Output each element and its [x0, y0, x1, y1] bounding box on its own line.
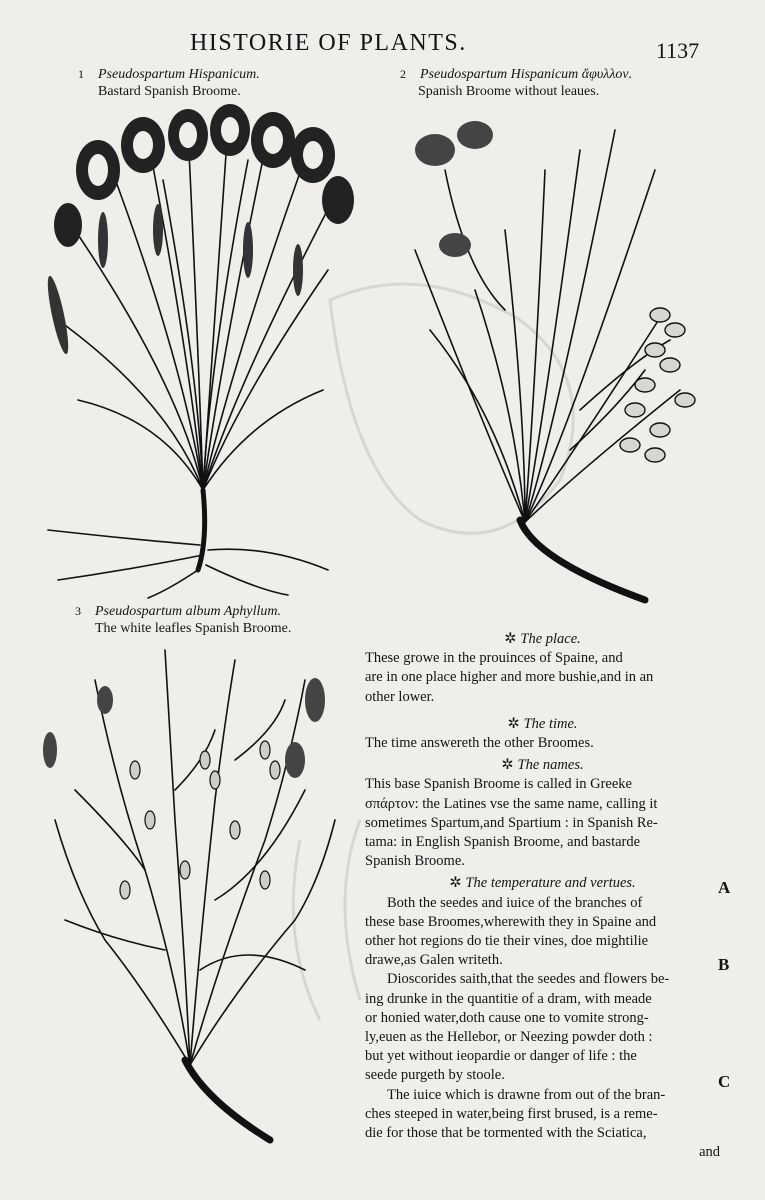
paragraph-vertue-b: Dioscorides saith,that the seedes and flowers be- ing drunke in the quantitie of a dram, with meade or honied water,doth cause one to vomite strong- ly,euen as the Hellebor, or Neezing powder doth : but yet without ieopardie or danger of life : the seede purgeth by stoole.: [365, 971, 670, 1084]
paragraph-names: This base Spanish Broome is called in Greeke σπάρτον: the Latines vse the same name, calling it sometimes Spartum,and Spartium : in Spanish Re- tama: in English Spanish Broome, and bastarde Spanish Broome.: [365, 776, 658, 870]
heading-the-names: ✲ The names.: [501, 757, 584, 774]
figure-2-english-name: Spanish Broome without leaues.: [418, 84, 600, 99]
figure-2-latin-name: Pseudospartum Hispanicum ἄφυλλον.: [420, 67, 633, 82]
figure-1-number: 1: [78, 67, 84, 81]
woodcut-white-leafles-spanish-broome: [35, 640, 355, 1145]
paragraph-time: The time answereth the other Broomes.: [365, 735, 594, 752]
woodcut-bastard-spanish-broome: [38, 100, 358, 600]
woodcut-spanish-broome-without-leaues: [405, 110, 705, 605]
heading-the-time: ✲ The time.: [507, 715, 578, 732]
figure-1-caption: [78, 66, 260, 100]
text-column: [365, 627, 720, 1162]
paragraph-vertue-a: Both the seedes and iuice of the branches of these base Broomes,wherewith they in Spaine and other hot regions do tie their vines, doe mightilie drawe,as Galen writeth.: [365, 894, 657, 969]
paragraph-place: These growe in the prouinces of Spaine, and are in one place higher and more bushie,and in an other lower.: [365, 650, 654, 705]
heading-the-place: ✲ The place.: [504, 631, 581, 647]
figure-2-caption: [400, 66, 632, 100]
margin-marker-a: A: [718, 878, 731, 897]
figure-2-number: 2: [400, 67, 406, 81]
section-star-icon: ✲: [501, 757, 514, 774]
margin-marker-c: C: [718, 1072, 731, 1091]
figure-3-number: 3: [75, 604, 81, 618]
figure-1-english-name: Bastard Spanish Broome.: [98, 84, 241, 99]
figure-3-caption: [75, 603, 291, 637]
figure-3-english-name: The white leafles Spanish Broome.: [95, 621, 292, 636]
figure-3-latin-name: Pseudospartum album Aphyllum.: [95, 604, 282, 619]
running-head: HISTORIE OF PLANTS.: [190, 30, 467, 56]
page-number: 1137: [656, 38, 700, 63]
heading-temperature-and-vertues: ✲ The temperature and vertues.: [449, 875, 636, 892]
paragraph-vertue-c: The iuice which is drawne from out of the bran- ches steeped in water,being first brused, is a reme- die for those that be tormented with the Sciatica, and: [365, 1086, 720, 1161]
section-star-icon: ✲: [507, 715, 520, 732]
section-star-icon: ✲: [449, 875, 462, 892]
margin-marker-b: B: [718, 955, 730, 974]
section-star-icon: ✲: [504, 631, 517, 647]
figure-1-latin-name: Pseudospartum Hispanicum.: [98, 67, 260, 82]
